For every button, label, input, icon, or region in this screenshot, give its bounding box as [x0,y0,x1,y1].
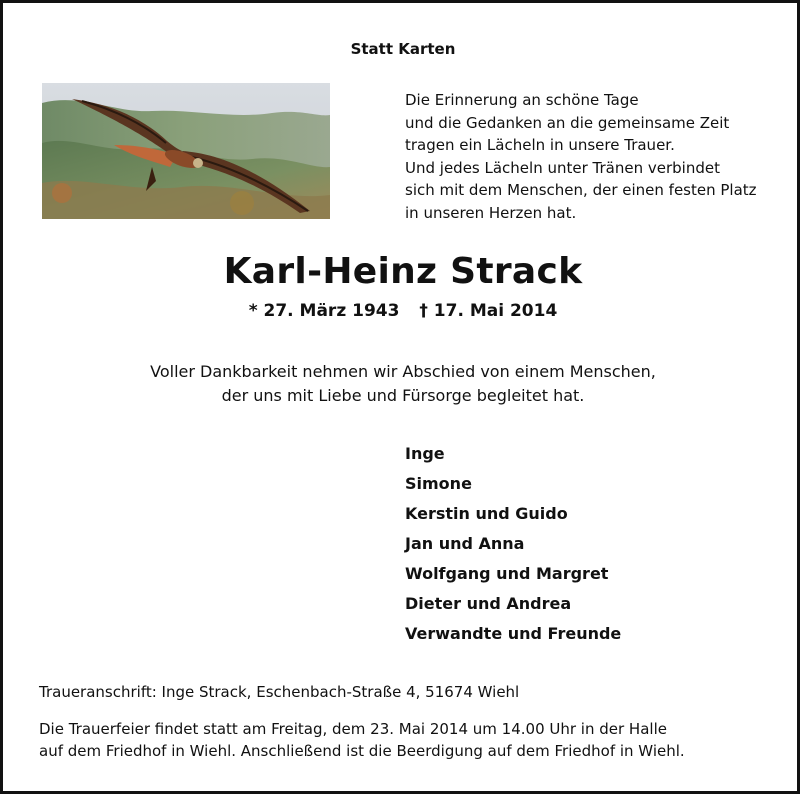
photo-illustration [42,83,330,219]
thanks-text [3,360,800,408]
ceremony-line: Die Trauerfeier findet statt am Freitag, dem 23. Mai 2014 um 14.00 Uhr in der Halle [39,720,667,738]
mourner: Verwandte und Freunde [405,624,622,643]
life-dates [3,301,800,321]
mourners-list [405,442,621,652]
mourner: Dieter und Andrea [405,594,572,613]
poem-line: sich mit dem Menschen, der einen festen Platz [405,181,757,200]
mourner: Jan und Anna [405,534,525,553]
mourner: Kerstin und Guido [405,504,568,523]
ceremony-info [39,718,685,762]
thanks-line: Voller Dankbarkeit nehmen wir Abschied von einem Menschen, [150,362,656,381]
ceremony-line: auf dem Friedhof in Wiehl. Anschließend ist die Beerdigung auf dem Friedhof in Wiehl. [39,742,685,760]
mourner: Simone [405,474,472,493]
mourning-address: Traueranschrift: Inge Strack, Eschenbach-Straße 4, 51674 Wiehl [39,683,520,701]
thanks-line: der uns mit Liebe und Fürsorge begleitet hat. [221,386,585,405]
mourner: Wolfgang und Margret [405,564,609,583]
bird-of-prey-photo [42,83,330,219]
mourner: Inge [405,444,445,463]
deceased-name: Karl-Heinz Strack [223,251,583,292]
header-statt-karten: Statt Karten [350,40,456,58]
poem [405,89,757,225]
poem-line: und die Gedanken an die gemeinsame Zeit [405,113,730,132]
poem-line: Und jedes Lächeln unter Tränen verbindet [405,158,720,177]
poem-line: tragen ein Lächeln in unsere Trauer. [405,136,675,155]
death-date: † 17. Mai 2014 [419,301,558,321]
poem-line: Die Erinnerung an schöne Tage [405,91,639,109]
birth-date: * 27. März 1943 [248,301,400,321]
poem-line: in unseren Herzen hat. [405,203,577,222]
